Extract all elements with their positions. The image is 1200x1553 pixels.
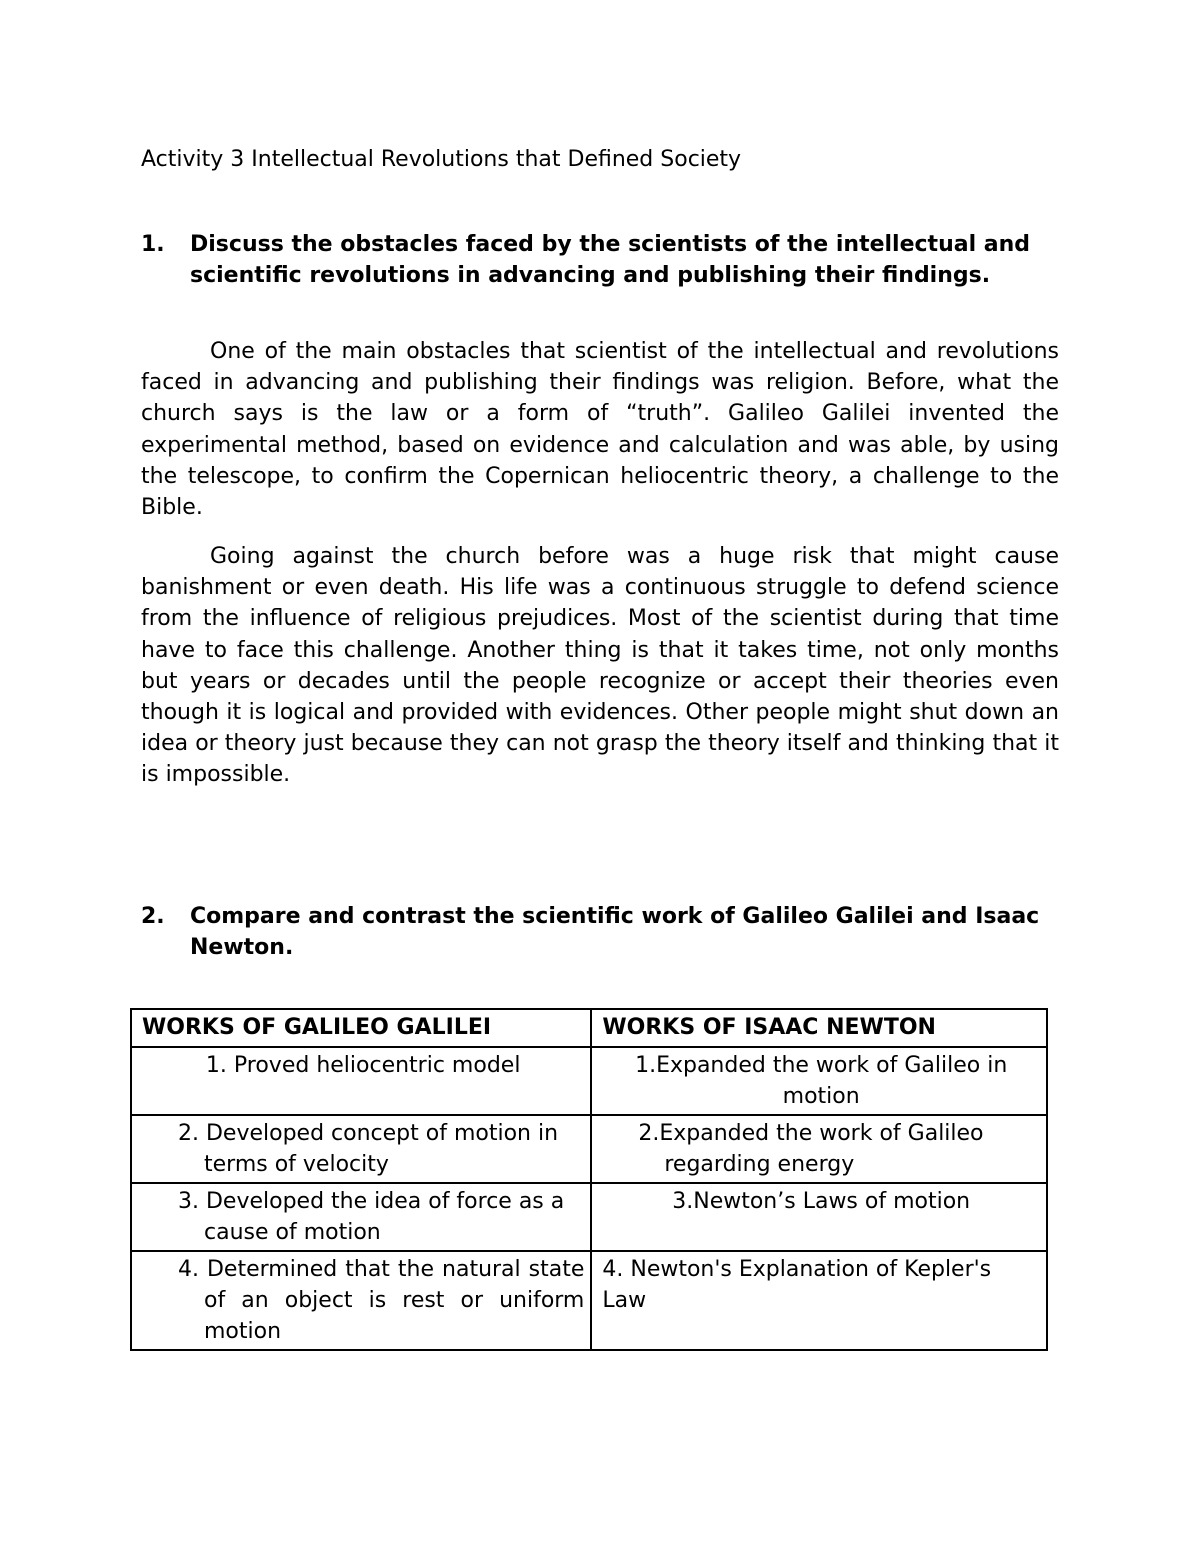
header-galileo: WORKS OF GALILEO GALILEI: [131, 1009, 591, 1047]
galileo-work-2: 2. Developed concept of motion in terms of velocity: [131, 1115, 591, 1183]
galileo-work-4: 4. Determined that the natural state of an object is rest or uniform motion: [131, 1251, 591, 1350]
question-1-number: 1.: [141, 232, 165, 257]
table-header-row: [131, 1009, 1047, 1047]
answer-1-paragraph-2: Going against the church before was a huge risk that might cause banishment or even death. His life was a continuous struggle to defend science from the influence of religious prejudices. Most of the scientist during that time have to face this challenge. Another thing is that it takes time, not only months but years or decades until the people recognize or accept their theories even though it is logical and provided with evidences. Other people might shut down an idea or theory just because they can not grasp the theory itself and thinking that it is impossible.: [141, 544, 1059, 788]
galileo-work-3: 3. Developed the idea of force as a cause of motion: [131, 1183, 591, 1251]
newton-work-3: 3.Newton’s Laws of motion: [591, 1183, 1047, 1251]
question-1: [141, 229, 1041, 291]
newton-work-4: 4. Newton's Explanation of Kepler's Law: [591, 1251, 1047, 1350]
question-2-number: 2.: [141, 904, 165, 929]
table-row: [131, 1047, 1047, 1115]
newton-work-2: 2.Expanded the work of Galileo regarding energy: [591, 1115, 1047, 1183]
table-row: [131, 1115, 1047, 1183]
table-row: [131, 1251, 1047, 1350]
question-2: [141, 901, 1041, 963]
comparison-table: [130, 1008, 1048, 1351]
header-newton: WORKS OF ISAAC NEWTON: [591, 1009, 1047, 1047]
question-2-text: Compare and contrast the scientific work of Galileo Galilei and Isaac Newton.: [190, 904, 1040, 960]
answer-1-paragraph-1: One of the main obstacles that scientist of the intellectual and revolutions faced in advancing and publishing their findings was religion. Before, what the church says is the law or a form of “truth”. Galileo Galilei invented the experimental method, based on evidence and calculation and was able, by using the telescope, to confirm the Copernican heliocentric theory, a challenge to the Bible.: [141, 339, 1059, 521]
galileo-work-1: 1. Proved heliocentric model: [131, 1047, 591, 1115]
newton-work-1: 1.Expanded the work of Galileo in motion: [591, 1047, 1047, 1115]
table-row: [131, 1183, 1047, 1251]
document-title: Activity 3 Intellectual Revolutions that Defined Society: [141, 147, 742, 172]
question-1-text: Discuss the obstacles faced by the scientists of the intellectual and scientific revolutions in advancing and publishing their findings.: [190, 232, 1031, 288]
